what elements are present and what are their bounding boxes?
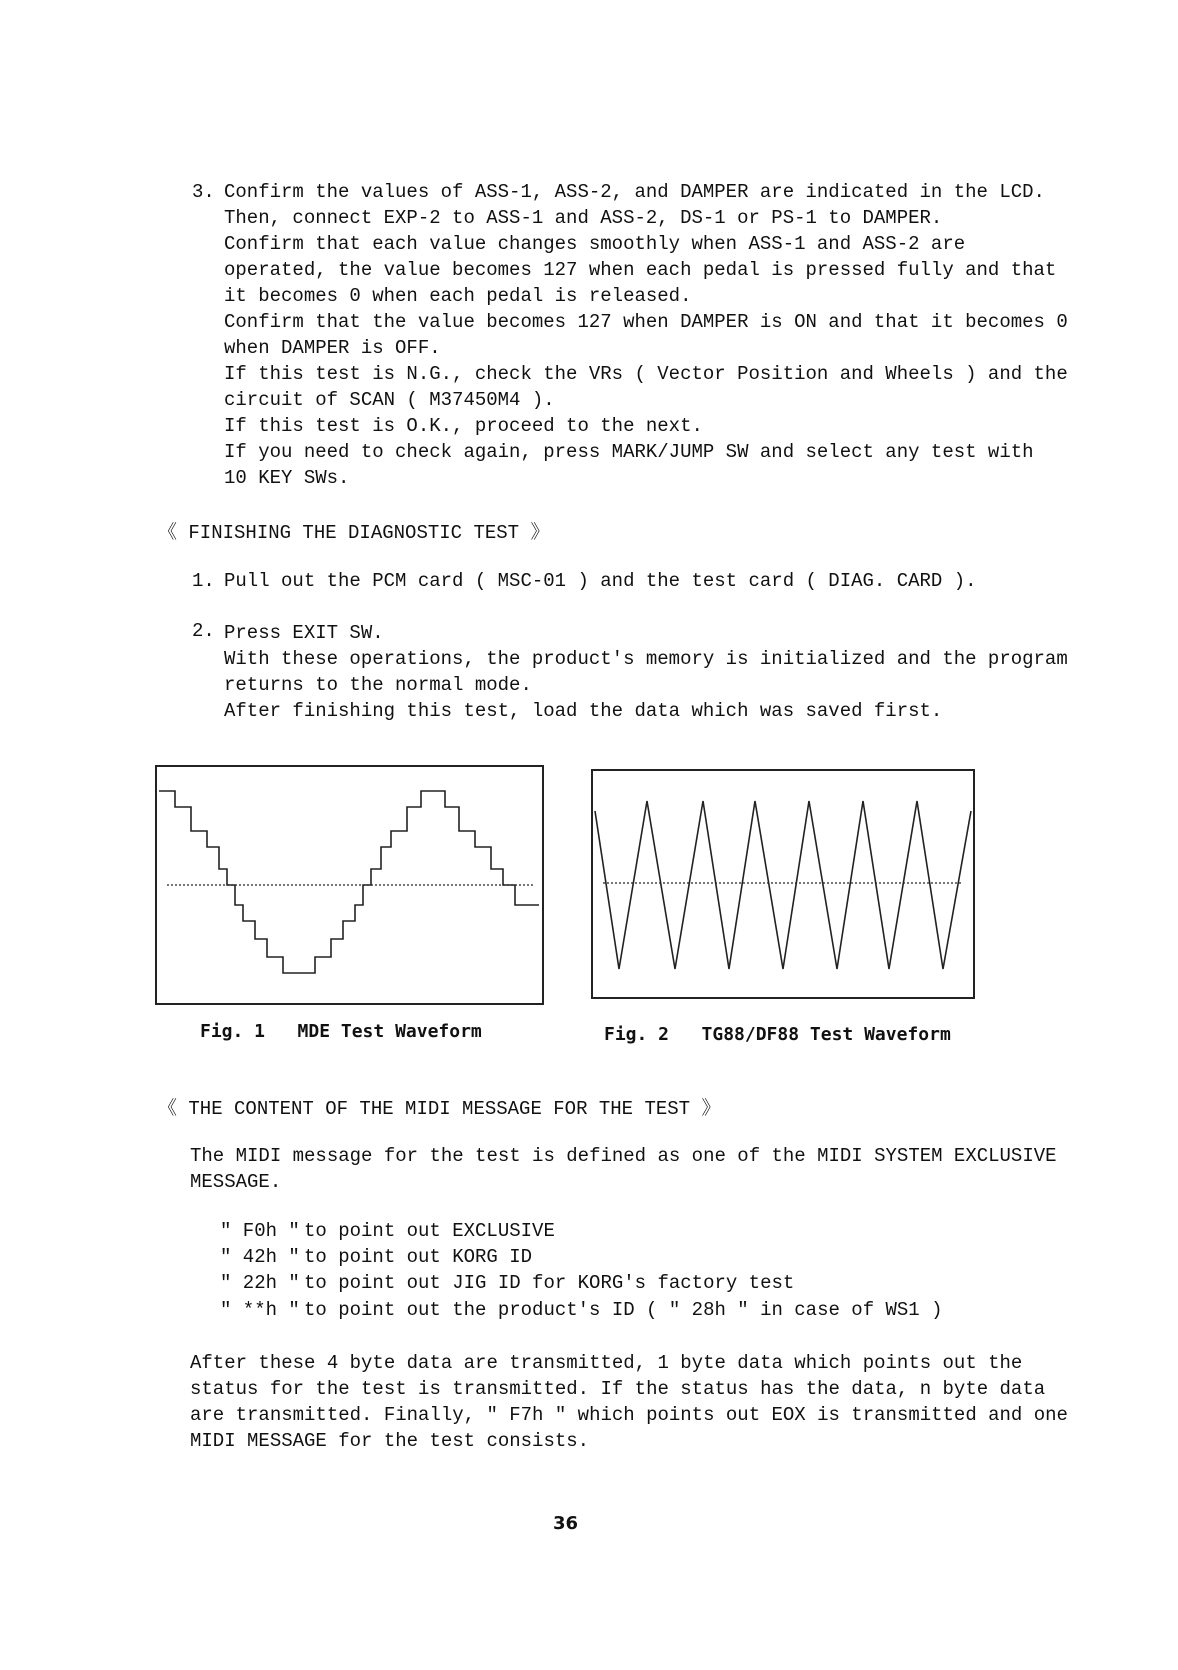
byte-description: to point out KORG ID [304, 1246, 533, 1268]
fig-2-waveform [591, 769, 975, 999]
step-3-line: Confirm the values of ASS-1, ASS-2, and DAMPER are indicated in the LCD. [224, 181, 1045, 203]
finishing-step-2-line: After finishing this test, load the data which was saved first. [224, 700, 943, 722]
step-3-line: If this test is O.K., proceed to the next. [224, 415, 703, 437]
fig-2-caption: Fig. 2 TG88/DF88 Test Waveform [604, 1024, 951, 1045]
triangle-waveform [593, 771, 973, 997]
midi-intro-line: The MIDI message for the test is defined as one of the MIDI SYSTEM EXCLUSIVE [190, 1145, 1057, 1167]
step-3-line: Confirm that each value changes smoothly when ASS-1 and ASS-2 are [224, 233, 966, 255]
finishing-step-2-line: With these operations, the product's memory is initialized and the program [224, 648, 1068, 670]
byte-code: " **h " [220, 1299, 300, 1321]
byte-description: to point out EXCLUSIVE [304, 1220, 555, 1242]
byte-code: " F0h " [220, 1220, 300, 1242]
fig-1-waveform [155, 765, 544, 1005]
triangle-trace [595, 801, 971, 969]
midi-outro-line: are transmitted. Finally, " F7h " which points out EOX is transmitted and one [190, 1404, 1068, 1426]
midi-outro-line: MIDI MESSAGE for the test consists. [190, 1430, 590, 1452]
step-3-line: it becomes 0 when each pedal is released. [224, 285, 692, 307]
midi-intro-line: MESSAGE. [190, 1171, 282, 1193]
finishing-step-1-number: 1. [192, 570, 215, 592]
step-3-line: Confirm that the value becomes 127 when DAMPER is ON and that it becomes 0 [224, 311, 1068, 333]
step-3-line: 10 KEY SWs. [224, 467, 350, 489]
fig-1-caption: Fig. 1 MDE Test Waveform [200, 1021, 482, 1042]
midi-outro-line: status for the test is transmitted. If the status has the data, n byte data [190, 1378, 1046, 1400]
step-3-number: 3. [192, 181, 215, 203]
finishing-step-2-line: returns to the normal mode. [224, 674, 532, 696]
byte-description: to point out JIG ID for KORG's factory test [304, 1272, 795, 1294]
finishing-step-2-line: Press EXIT SW. [224, 622, 384, 644]
step-3-line: when DAMPER is OFF. [224, 337, 441, 359]
page-number: 36 [553, 1513, 579, 1534]
byte-code: " 22h " [220, 1272, 300, 1294]
step-3-line: If you need to check again, press MARK/JUMP SW and select any test with [224, 441, 1034, 463]
byte-code: " 42h " [220, 1246, 300, 1268]
step-3-line: If this test is N.G., check the VRs ( Vector Position and Wheels ) and the [224, 363, 1068, 385]
stepped-sine-waveform [157, 767, 542, 1003]
byte-description: to point out the product's ID ( " 28h " in case of WS1 ) [304, 1299, 943, 1321]
midi-outro-line: After these 4 byte data are transmitted, 1 byte data which points out the [190, 1352, 1023, 1374]
step-3-line: circuit of SCAN ( M37450M4 ). [224, 389, 555, 411]
step-3-line: Then, connect EXP-2 to ASS-1 and ASS-2, DS-1 or PS-1 to DAMPER. [224, 207, 943, 229]
finishing-step-2-number: 2. [192, 620, 215, 642]
step-3-line: operated, the value becomes 127 when each pedal is pressed fully and that [224, 259, 1057, 281]
finishing-heading: 《 FINISHING THE DIAGNOSTIC TEST 》 [158, 522, 550, 544]
midi-heading: 《 THE CONTENT OF THE MIDI MESSAGE FOR THE TEST 》 [158, 1098, 721, 1120]
stepped-sine-trace [159, 791, 539, 973]
finishing-step-1-text: Pull out the PCM card ( MSC-01 ) and the test card ( DIAG. CARD ). [224, 570, 977, 592]
